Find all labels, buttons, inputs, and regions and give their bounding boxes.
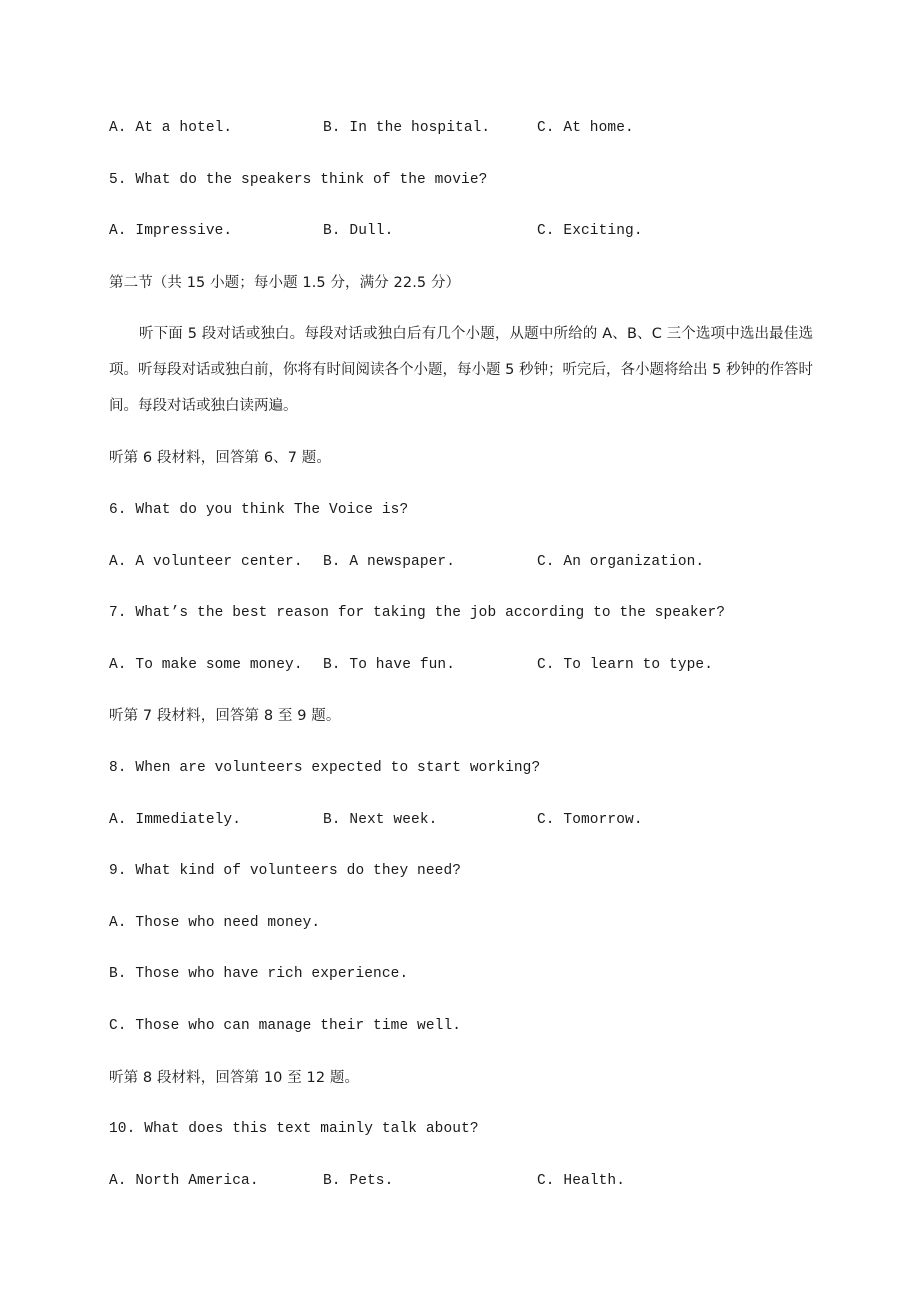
q4-option-a: A. At a hotel. <box>109 120 233 136</box>
q5-option-b: B. Dull. <box>323 223 394 239</box>
q5-option-c: C. Exciting. <box>537 223 643 239</box>
q7-question: 7. What’s the best reason for taking the job according to the speaker? <box>109 605 726 621</box>
q4-option-b: B. In the hospital. <box>323 120 491 136</box>
q5-question: 5. What do the speakers think of the movie? <box>109 172 488 188</box>
passage8-heading: 听第 8 段材料，回答第 10 至 12 题。 <box>109 1070 360 1086</box>
q8-option-a: A. Immediately. <box>109 812 242 828</box>
q5-option-a: A. Impressive. <box>109 223 233 239</box>
q7-option-c: C. To learn to type. <box>537 657 714 673</box>
q9-option-b: B. Those who have rich experience. <box>109 966 409 982</box>
section2-heading: 第二节（共 15 小题；每小题 1.5 分，满分 22.5 分） <box>109 275 461 291</box>
q5-options <box>109 220 829 242</box>
q6-options <box>109 551 829 573</box>
q10-option-a: A. North America. <box>109 1173 259 1189</box>
q8-question: 8. When are volunteers expected to start working? <box>109 760 541 776</box>
section2-instructions: 听下面 5 段对话或独白。每段对话或独白后有几个小题，从题中所给的 A、B、C 三个选项中选出最佳选项。听每段对话或独白前，你将有时间阅读各个小题，每小题 5 秒钟；听完后，各小题将给出 5 秒钟的作答时间。每段对话或独白读两遍。 <box>109 326 813 414</box>
q10-option-c: C. Health. <box>537 1173 626 1189</box>
passage6-heading: 听第 6 段材料，回答第 6、7 题。 <box>109 450 332 466</box>
q10-option-b: B. Pets. <box>323 1173 394 1189</box>
q9-option-c: C. Those who can manage their time well. <box>109 1018 462 1034</box>
q6-option-c: C. An organization. <box>537 554 705 570</box>
q6-option-a: A. A volunteer center. <box>109 554 303 570</box>
q4-options <box>109 117 829 139</box>
q9-option-a: A. Those who need money. <box>109 915 321 931</box>
q7-options <box>109 654 829 676</box>
q8-options <box>109 809 829 831</box>
q4-option-c: C. At home. <box>537 120 634 136</box>
q10-options <box>109 1170 829 1192</box>
q7-option-a: A. To make some money. <box>109 657 303 673</box>
q8-option-c: C. Tomorrow. <box>537 812 643 828</box>
q7-option-b: B. To have fun. <box>323 657 456 673</box>
q6-question: 6. What do you think The Voice is? <box>109 502 409 518</box>
q10-question: 10. What does this text mainly talk about? <box>109 1121 479 1137</box>
passage7-heading: 听第 7 段材料，回答第 8 至 9 题。 <box>109 708 341 724</box>
q8-option-b: B. Next week. <box>323 812 438 828</box>
q9-question: 9. What kind of volunteers do they need? <box>109 863 462 879</box>
q6-option-b: B. A newspaper. <box>323 554 456 570</box>
